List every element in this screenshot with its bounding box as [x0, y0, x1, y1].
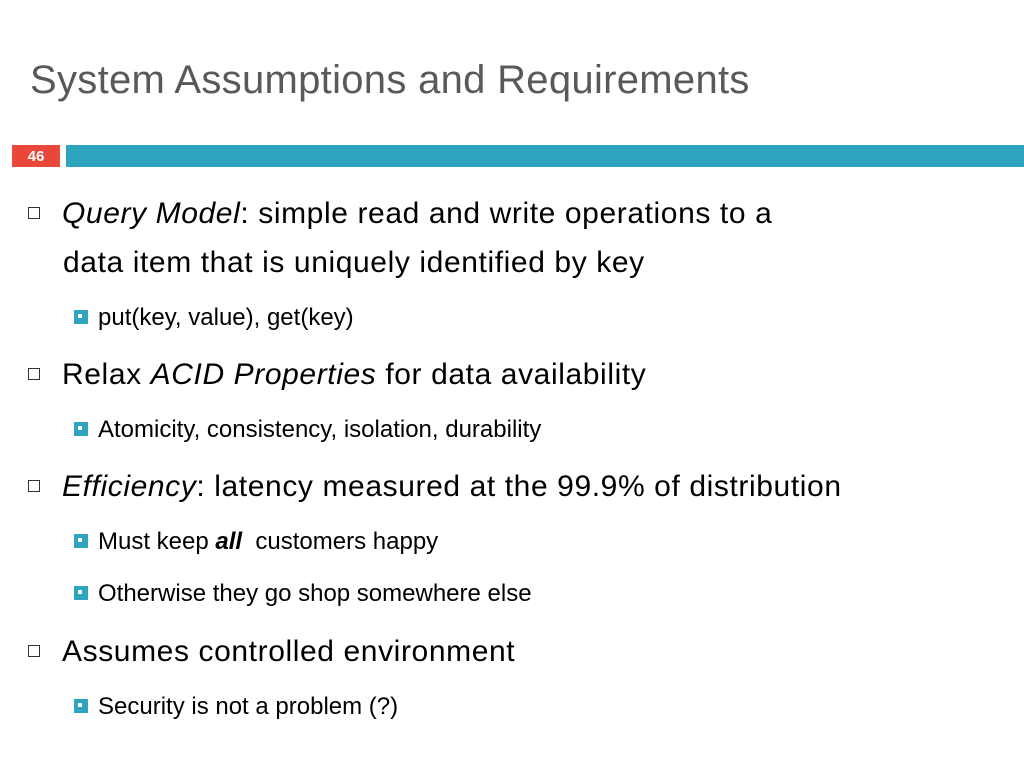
bullet-relax-acid	[28, 350, 646, 399]
term-efficiency: Efficiency	[62, 470, 197, 503]
subbullet-otherwise	[74, 576, 532, 612]
filled-square-bullet-icon	[74, 586, 88, 600]
subbullet-security	[74, 689, 398, 725]
filled-square-bullet-icon	[74, 534, 88, 548]
bullet-controlled-env	[28, 627, 515, 676]
term-acid-properties: ACID Properties	[150, 358, 377, 391]
filled-square-bullet-icon	[74, 310, 88, 324]
bullet-text: : latency measured at the 99.9% of distribution	[196, 470, 842, 503]
slide-number: 46	[27, 147, 45, 165]
emphasis-all: all	[215, 528, 243, 555]
bullet-query-model	[28, 189, 772, 238]
filled-square-bullet-icon	[74, 699, 88, 713]
filled-square-bullet-icon	[74, 422, 88, 436]
subbullet-text: Otherwise they go shop somewhere else	[98, 580, 532, 607]
bullet-text-pre: Relax	[62, 358, 151, 391]
hollow-square-bullet-icon	[28, 480, 40, 492]
subbullet-acid-list	[74, 412, 541, 448]
subbullet-put-get	[74, 300, 354, 336]
subbullet-must-keep	[74, 524, 438, 560]
subbullet-text: put(key, value), get(key)	[98, 304, 354, 331]
subbullet-text: Atomicity, consistency, isolation, durability	[98, 416, 542, 443]
bullet-text-post: for data availability	[376, 358, 647, 391]
hollow-square-bullet-icon	[28, 368, 40, 380]
subbullet-text-pre: Must keep	[98, 528, 216, 555]
bullet-query-model-continued	[28, 238, 645, 287]
hollow-square-bullet-icon	[28, 645, 40, 657]
slide-title: System Assumptions and Requirements	[30, 58, 750, 102]
subbullet-text: Security is not a problem (?)	[98, 693, 399, 720]
hollow-square-bullet-icon	[28, 207, 40, 219]
bullet-text: : simple read and write operations to a	[240, 197, 773, 230]
subbullet-text-post: customers happy	[242, 528, 439, 555]
term-query-model: Query Model	[62, 197, 241, 230]
bullet-text: Assumes controlled environment	[62, 635, 516, 668]
bullet-efficiency	[28, 462, 842, 511]
bullet-text-continued: data item that is uniquely identified by key	[63, 246, 645, 279]
